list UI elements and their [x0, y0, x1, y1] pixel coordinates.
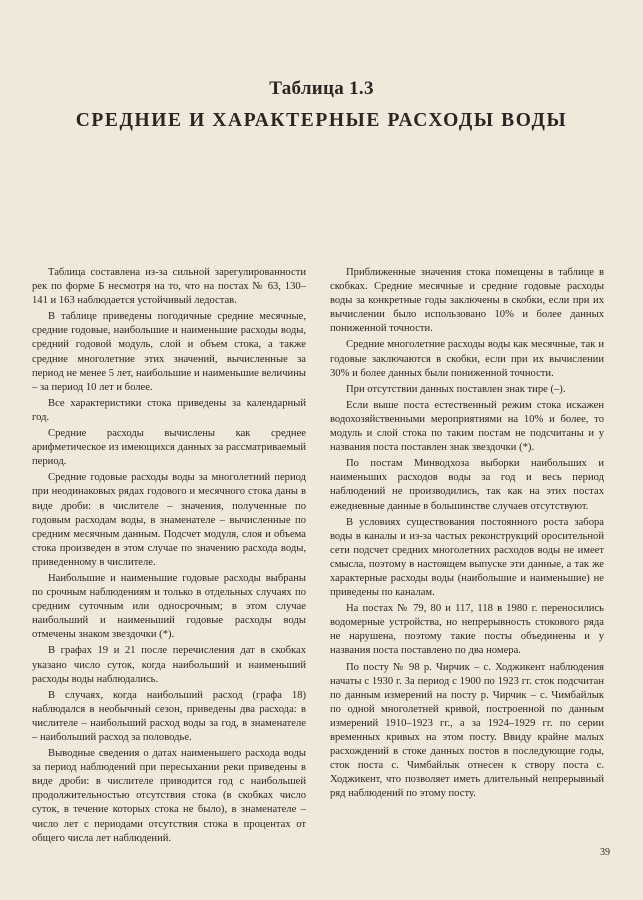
paragraph: Средние многолетние расходы воды как месячные, так и годовые заключаются в скобки, если при их вычислении 30% и более данных были пониженной точности.	[330, 339, 604, 379]
right-text-column	[330, 266, 604, 803]
paragraph: Все характеристики стока приведены за календарный год.	[32, 397, 306, 423]
paragraph: Средние расходы вычислены как среднее арифметическое из имеющихся данных за рассматриваемый период.	[32, 428, 306, 468]
table-label: Таблица 1.3	[269, 78, 374, 99]
paragraph: По постам Минводхоза выборки наибольших и наименьших расходов воды за год и весь период наблюдений не производились, так как на этих постах ежедневные данные в большинстве случаев отсутствуют.	[330, 458, 604, 512]
paragraph: В случаях, когда наибольший расход (графа 18) наблюдался в необычный сезон, приведены два расхода: в числителе – наибольший расход воды за год, в знаменателе – наибольший расход за половодье.	[32, 689, 306, 743]
paragraph: В таблице приведены погодичные средние месячные, средние годовые, наибольшие и наименьшие расходы воды, средний годовой модуль, слой и объем стока, а также средние многолетние этих значений, вычисленные за период не менее 5 лет, наибольшие и наименьшие величины – за период 10 лет и более.	[32, 311, 306, 393]
page-title: СРЕДНИЕ И ХАРАКТЕРНЫЕ РАСХОДЫ ВОДЫ	[75, 110, 568, 131]
paragraph: Если выше поста естественный режим стока искажен водохозяйственными мероприятиями на 10% и более, то модуль и слой стока по таким постам не подсчитаны и у названия поста поставлен знак звездочки (*).	[330, 399, 604, 454]
paragraph: Приближенные значения стока помещены в таблице в скобках. Средние месячные и средние годовые расходы воды за конкретные годы заключены в скобки, если при их вычислении было использовано 10% и более данных пониженной точности.	[330, 267, 604, 335]
page-number: 39	[600, 847, 610, 858]
paragraph: Наибольшие и наименьшие годовые расходы выбраны по срочным наблюдениям и только в отдельных случаях по средним суточным или односрочным; в этом случае наибольший и наименьший годовые расходы воды отмечены знаком звездочки (*).	[32, 572, 306, 641]
paragraph: По посту № 98 р. Чирчик – с. Ходжикент наблюдения начаты с 1930 г. За период с 1900 по 1923 гг. сток подсчитан по данным измерений на посту р. Чирчик – с. Чимбайлык по одной многолетней кривой, построенной по данным измерений 1910–1923 гг., а за 1924–1929 гг. по серии временных кривых на этом посту. Ввиду крайне малых расхождений в стоке данных постов в последующие годы, сток поста с. Чимбайлык отнесен к створу поста с. Ходжикент, что позволяет иметь длительный непрерывный ряд наблюдений по этому посту.	[330, 661, 604, 800]
paragraph: На постах № 79, 80 и 117, 118 в 1980 г. переносились водомерные устройства, но непрерывность стокового ряда не нарушена, поэтому такие посты объединены и у названия поста поставлено по два номера.	[330, 603, 604, 657]
paragraph: Таблица составлена из-за сильной зарегулированности рек по форме Б несмотря на то, что на постах № 63, 130–141 и 163 наблюдается устойчивый ледостав.	[32, 267, 306, 307]
paragraph: Выводные сведения о датах наименьшего расхода воды за период наблюдений при пересыхании реки приведены в виде дроби: в числителе приводится год с наибольшей продолжительностью отсутствия стока (в скобках число суток, в течение которых стока не было), в знаменателе – число лет с периодами отсутствия стока в процентах от общего числа лет наблюдений.	[32, 748, 306, 844]
left-text-column	[32, 266, 306, 848]
paragraph: При отсутствии данных поставлен знак тире (–).	[346, 383, 566, 395]
paragraph: Средние годовые расходы воды за многолетний период при неодинаковых рядах годового и месячного стока даны в виде дроби: в числителе – значения, полученные по годовым расходам воды, в знаменателе – вычисленные по средним месячным данным. Подсчет модуля, слоя и объема стока произведен в этом случае по значению расхода воды, приведенному в числителе.	[32, 472, 306, 568]
paragraph: В графах 19 и 21 после перечисления дат в скобках указано число суток, когда наибольший и наименьший расходы воды наблюдались.	[32, 645, 306, 685]
paragraph: В условиях существования постоянного роста забора воды в каналы и из-за частых реконструкций оросительной сети подсчет средних многолетних расходов воды не имеет смысла, поэтому в настоящем выпуске эти данные, а так же характерные расходы воды (наибольшие и наименьшие) не приведены по каналам.	[330, 516, 604, 599]
